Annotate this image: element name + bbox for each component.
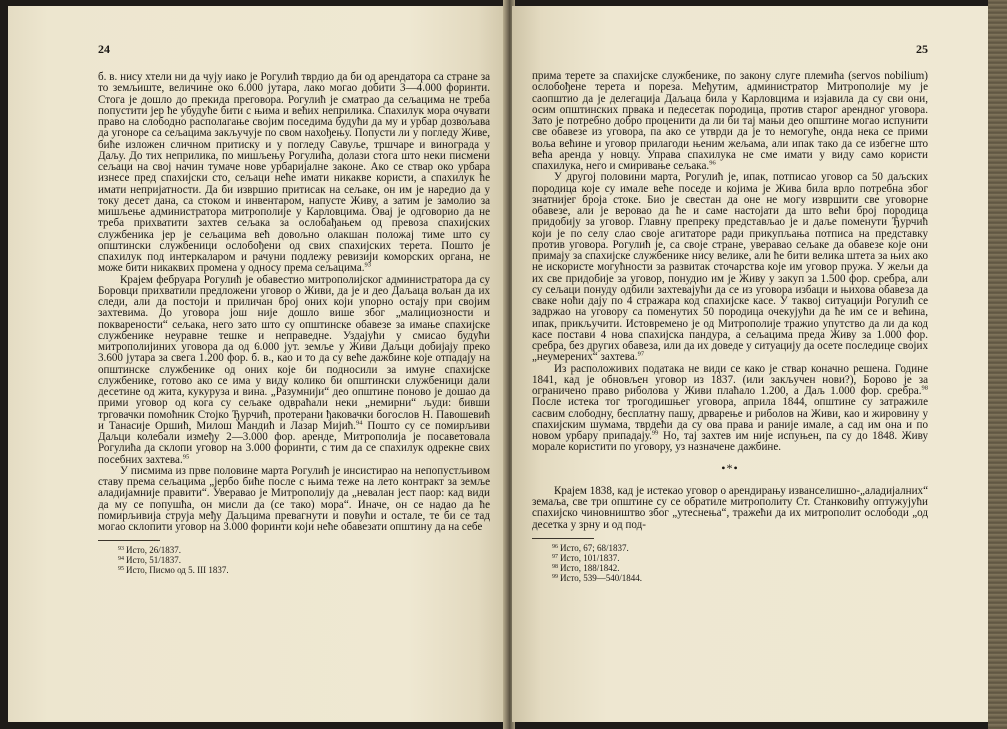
page-number: 24	[98, 42, 110, 56]
paragraph: У писмима из прве половине марта Рогулић је инсистирао на непопустљивом ставу према сељацима „јербо биће после с њима теже на лето контракт за земље аладијамније правити“. Уверавао је Митрополију да „невалан јест паор: кад види да му се попушћа, он мисли да (се тако) мора“. Иначе, он се надао да ће помирљивија струја међу Даљцима превагнути и повући и остале, те би се тад могао склопити уговор на 3.000 форинти који неће обавезати општину да на себе	[98, 464, 490, 533]
footnote: 95 Исто, Писмо од 5. III 1837.	[118, 565, 229, 576]
footnotes	[532, 543, 928, 583]
paragraph: Крајем 1838, кад је истекао уговор о арендирању изванселишно-„аладијалних“ земаља, све три општине су се обратиле митрополиту Ст. Станковићу оптужујући спахијско чиновништво због „утеснења“, тражећи да их митрополит ослободи „од десетка у зрну и од под-	[532, 484, 928, 531]
right-page	[512, 6, 988, 722]
left-page-body	[98, 72, 490, 575]
page-number: 25	[916, 42, 928, 56]
right-page-body	[532, 71, 928, 583]
paragraph: У другој половини марта, Рогулић је, ипак, потписао уговор са 50 даљских породица које су имале веће поседе и којима је Жива била врло потребна због знатнијег броја стоке. Био је свестан да оне не могу извршити све уговорне обавезе, али је веровао да ће и саме настојати да што већи број породица придобију за уговор. Главну препреку представљао је и даље поменути Ђурчић који је по селу слао своје агитаторе ради прикупљања потписа на представку против уговора. Рогулић је, са своје стране, уверавао сељаке да обавезе које они примају за спахијске службенике нису велике, али ће бити велика штета за њих ако не искористе могућности за развитак сточарства које им уговор пружа. У жељи да их све придобије за уговор, понудио им је Живу у закуп за 1.500 фор. сребра, али су сељаци понуду одбили захтевајући да се из уговора избаци и њихова обавеза да сваке ноћи дају по 4 стражара код спахијске касе. У таквој ситуацији Рогулић се задржао на уговору са поменутих 50 породица очекујући да ће им се и већина, ипак, прикључити. Истовремено је од Митрополије тражио упутство да ли да код касе постави 4 нова спахијска пандура, а сељацима преда Живу за 1.000 фор. сребра, без других обавеза, или да их доведе у ситуацију да осете последице својих „неумерених“ захтева.$^{97}$	[532, 171, 928, 364]
paragraph: прима терете за спахијске службенике, по закону слуге племића (servos nobilium) ослобођене терета и пореза. Међутим, администратор Митрополије му је саопштио да је делегација Даљаца била у Карловцима и изјавила да су сви они, осим општинских првака и педесетак породица, против старог арендног уговора. Зато је потребно добро проценити да ли би тај мањи део општине могао испунити све обавезе из уговора, па ако се утврди да је то немогуће, онда нека се прими воља већине и уговор прилагоди њеним жељама, али ипак тако да се избегне што већа аренда у новцу. Управа спахилука не сме имати у виду само користи спахилука, него и смиривање сељака.$^{96}$	[532, 70, 928, 172]
left-page	[8, 6, 508, 722]
paragraph: б. в. нису хтели ни да чују иако је Рогулић тврдио да би од арендатора са стране за то земљиште, величине око 6.000 јутара, лако могао добити 3—4.000 форинти. Стога је дошло до прекида преговора. Рогулић је сматрао да сељацима не треба попустити јер ће убудуће бити с њима и већих неприлика. Спахилук мора очувати право на слободно располагање својим поседима будући да му и урбар дозвољава да угоноре са сељацима закључује по свом нахођењу. Попусти ли у погледу Живе, биће изложен сличном притиску и у погледу Савуље, тршчаре и винограда у Даљу. До тих неприлика, по мишљењу Рогулића, долази стога што неки писмени сељаци на свој начин тумаче нове урбаријалне законе. Ако се ствар око урбара изнесе пред спахијски сто, сељаци неће имати никакве користи, а спахилук ће имати непријатности. Да би извршио притисак на сељаке, он им је наредио да у току десет дана, са стоком и инвентаром, напусте Живу, а затим је замолио за мишљење администратора митрополије у Карловцима. Овај је одговорио да не треба прихватити захтев сељака за ослобађањем од превоза спахијских службеника јер је сељацима већ довољно олакшан положај тиме што су општински службеници ослобођени од свих спахијских терета. Пошто је спахилук под интеркаларом и рачуни подлежу ревизији коморских органа, не може бити никаквих промена у односу према сељацима.$^{93}$	[98, 71, 490, 275]
footnote: 99 Исто, 539—540/1844.	[552, 572, 643, 583]
footnotes	[98, 545, 490, 575]
paragraph: Из расположивих података не види се како је ствар коначно решена. Године 1841, кад је обновљен уговор из 1837. (или закључен нови?), Борово је за ограничено право риболова у Живи плаћало 1.200, а Даљ 1.000 фор. сребра.$^{98}$ После истека тог трогодишњег уговора, априла 1844, општине су затражиле сасвим слободну, бесплатну пашу, дрварење и риболов на Живи, као и жировину у спахијским шумама, тврдећи да су ова права и раније имале, а сад им она и по новом урбару припадају.$^{99}$ Но, тај захтев им није испуњен, па су до 1848. Живу морале користити по уговору, уз назначене дажбине.	[532, 362, 928, 454]
footnote: 94 Исто, 51/1837.	[118, 555, 182, 566]
footnote: 96 Исто, 67; 68/1837.	[552, 542, 629, 553]
footnote-divider	[532, 538, 594, 539]
page-edges	[988, 0, 1007, 729]
footnote: 97 Исто, 101/1837.	[552, 552, 620, 563]
footnote-divider	[98, 540, 160, 541]
footnote: 93 Исто, 26/1837.	[118, 545, 182, 556]
footnote: 98 Исто, 188/1842.	[552, 562, 620, 573]
paragraph: Крајем фебруара Рогулић је обавестио митрополијског администратора да су Боровци прихватили предложени уговор о Живи, да је и део Даљаца вољан да их следи, али да постоји и приличан број оних који упорно остају при својим захтевима. До уговора још није дошло више због „малициозности и покварености“ сељака, него зато што су општинске обавезе за имање спахијске службенике неуравне тешке и неправедне. Уздајући у смисао будући митрополијиних уговора да од 6.000 јут. земље у Живи Даљци добијају преко 3.600 јутара за свега 1.200 фор. б. в., као и то да су веће дажбине које отпадају на општинске службенике од оних које би подносили за имуне спахијске службенике, готово ако се има у виду колико би општински службеници дали десетине од жита, кукуруза и вина. „Разумнији“ део општине поново је дошао да прими уговор од кога су сељаке одвраћали неки „немирни“ људи: бивши трговачки помоћник Стојко Ђурчић, протерани ђаковачки богослов Н. Павошевић и Танасије Оршић, Милош Мандић и Лазар Мијић.$^{94}$ Пошто су се помирљиви Даљци колебали између 2—3.000 фор. аренде, Митрополија је посаветовала Рогулића да склопи уговор на 3.000 форинти, с тим да се спахилук одрекне свих посебних захтева.$^{95}$	[98, 273, 490, 466]
section-ornament: •*•	[721, 460, 739, 475]
